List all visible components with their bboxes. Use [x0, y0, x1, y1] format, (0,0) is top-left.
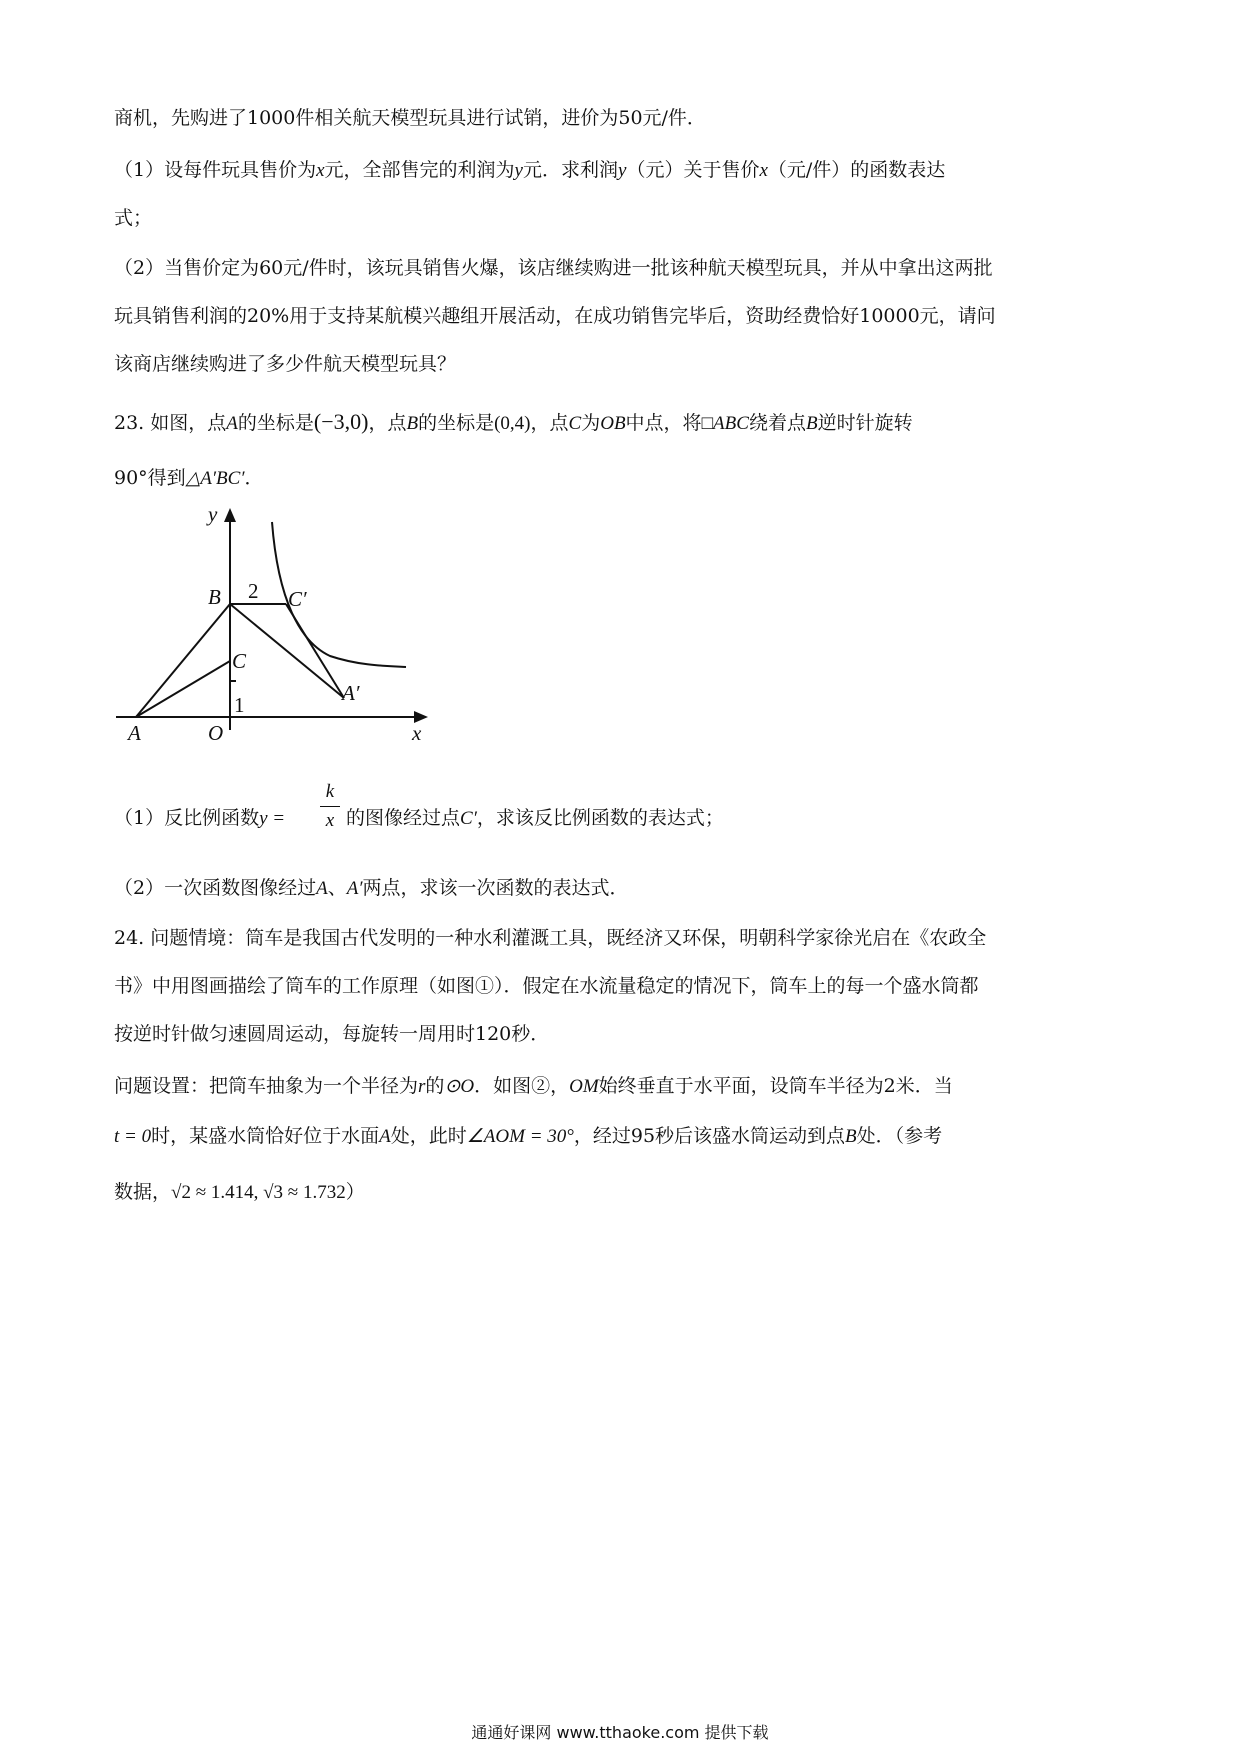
q23-part1 — [114, 806, 285, 831]
point-B: B — [406, 413, 419, 434]
point-B: B — [805, 413, 818, 434]
text: ，点 — [368, 412, 407, 434]
text: （元）关于售价 — [626, 159, 760, 181]
q24-line3: 按逆时针做匀速圆周运动，每旋转一周用时120秒． — [114, 1023, 550, 1045]
text: 的坐标是 — [237, 412, 314, 434]
text: 处．（参考 — [856, 1125, 943, 1147]
point-A: A — [226, 413, 238, 434]
reference-values: √2 ≈ 1.414, √3 ≈ 1.732 — [171, 1182, 346, 1203]
label-B: B — [208, 585, 221, 609]
label-Ap: A′ — [342, 681, 360, 705]
label-y: y — [208, 502, 218, 526]
text: ，点 — [530, 412, 569, 434]
fraction-numerator: k — [325, 781, 335, 802]
label-Cp: C′ — [288, 587, 307, 611]
text: 的 — [425, 1075, 445, 1097]
segment-AB — [136, 604, 230, 717]
text: ．如图②， — [474, 1075, 570, 1097]
label-O: O — [208, 721, 224, 745]
text: 90°得到 — [114, 467, 186, 489]
text: ，经过95秒后该盛水筒运动到点 — [573, 1125, 846, 1147]
fraction-denominator: x — [325, 810, 335, 831]
triangle-ApBCp: △A′BC′ — [185, 468, 245, 489]
text: （1）反比例函数 — [114, 807, 260, 829]
q22-part2-line3: 该商店继续购进了多少件航天模型玩具？ — [114, 353, 457, 375]
formula-lhs: y = — [259, 808, 286, 829]
point-A: A — [379, 1126, 391, 1147]
text: 处，此时 — [390, 1125, 467, 1147]
text: 元，全部售完的利润为 — [324, 159, 515, 181]
label-1: 1 — [234, 693, 245, 717]
text: 逆时针旋转 — [817, 412, 913, 434]
q24-line5 — [114, 1124, 942, 1149]
text: 23. 如图，点 — [114, 412, 227, 434]
segment-AC — [136, 661, 230, 717]
point-Cp: C′ — [460, 808, 477, 829]
text: 数据， — [114, 1181, 172, 1203]
q23-part1-rest — [346, 806, 724, 831]
segment-OM: OM — [569, 1076, 599, 1097]
text: （1）设每件玩具售价为 — [114, 159, 317, 181]
y-axis-arrow — [224, 508, 236, 522]
fraction — [320, 780, 340, 833]
var-r: r — [418, 1076, 426, 1097]
triangle-ABC: □ABC — [701, 413, 749, 434]
coord-B: (0,4) — [494, 413, 531, 434]
label-2: 2 — [248, 579, 259, 603]
var-x: x — [759, 160, 768, 181]
point-Ap: A′ — [346, 878, 363, 899]
point-A: A — [316, 878, 328, 899]
text: 始终垂直于水平面，设筒车半径为2米．当 — [598, 1075, 953, 1097]
angle-AOM: ∠AOM = 30° — [466, 1126, 574, 1147]
circle-O: ⊙O — [444, 1076, 475, 1097]
var-x: x — [316, 160, 325, 181]
text: 中点，将 — [625, 412, 702, 434]
q22-part2-line2: 玩具销售利润的20%用于支持某航模兴趣组开展活动，在成功销售完毕后，资助经费恰好10000元，请问 — [114, 305, 996, 327]
text: 问题设置：把筒车抽象为一个半径为 — [114, 1075, 419, 1097]
text: （元/件）的函数表达 — [767, 159, 946, 181]
text: ） — [345, 1181, 365, 1203]
fraction-bar — [320, 806, 340, 807]
q22-part2-line1: （2）当售价定为60元/件时，该玩具销售火爆，该店继续购进一批该种航天模型玩具，并从中拿出这两批 — [114, 257, 993, 279]
q24-line6 — [114, 1180, 365, 1205]
segment-OB: OB — [600, 413, 626, 434]
text: （2）一次函数图像经过 — [114, 877, 317, 899]
text: 时，某盛水筒恰好位于水面 — [151, 1125, 380, 1147]
q24-line1: 24. 问题情境：筒车是我国古代发明的一种水利灌溉工具，既经济又环保，明朝科学家徐光启在《农政全 — [114, 927, 987, 949]
label-A: A — [128, 721, 141, 745]
label-C: C — [232, 649, 247, 673]
var-t: t = 0 — [114, 1126, 152, 1147]
point-B: B — [845, 1126, 857, 1147]
text: 两点，求该一次函数的表达式． — [362, 877, 629, 899]
coord-A: (−3,0) — [313, 409, 369, 434]
text: 、 — [327, 877, 347, 899]
point-C: C — [568, 413, 582, 434]
page-footer: 通通好课网 www.tthaoke.com 提供下载 — [471, 1723, 769, 1742]
segment-BAp — [230, 604, 344, 698]
q24-line4 — [114, 1074, 953, 1099]
var-y: y — [514, 160, 523, 181]
text: ． — [244, 467, 264, 489]
text: 为 — [581, 412, 601, 434]
q24-line2: 书》中用图画描绘了筒车的工作原理（如图①）．假定在水流量稳定的情况下，筒车上的每一个盛水筒都 — [114, 975, 979, 997]
text: 绕着点 — [748, 412, 806, 434]
label-x: x — [412, 721, 422, 745]
q23-part2 — [114, 876, 629, 901]
q22-intro: 商机，先购进了1000件相关航天模型玩具进行试销，进价为50元/件． — [114, 107, 706, 129]
q22-part1-cont: 式； — [114, 207, 153, 229]
text: 的坐标是 — [418, 412, 495, 434]
text: 的图像经过点 — [346, 807, 461, 829]
text: ，求该反比例函数的表达式； — [476, 807, 724, 829]
text: 元．求利润 — [522, 159, 618, 181]
var-y: y — [618, 160, 627, 181]
